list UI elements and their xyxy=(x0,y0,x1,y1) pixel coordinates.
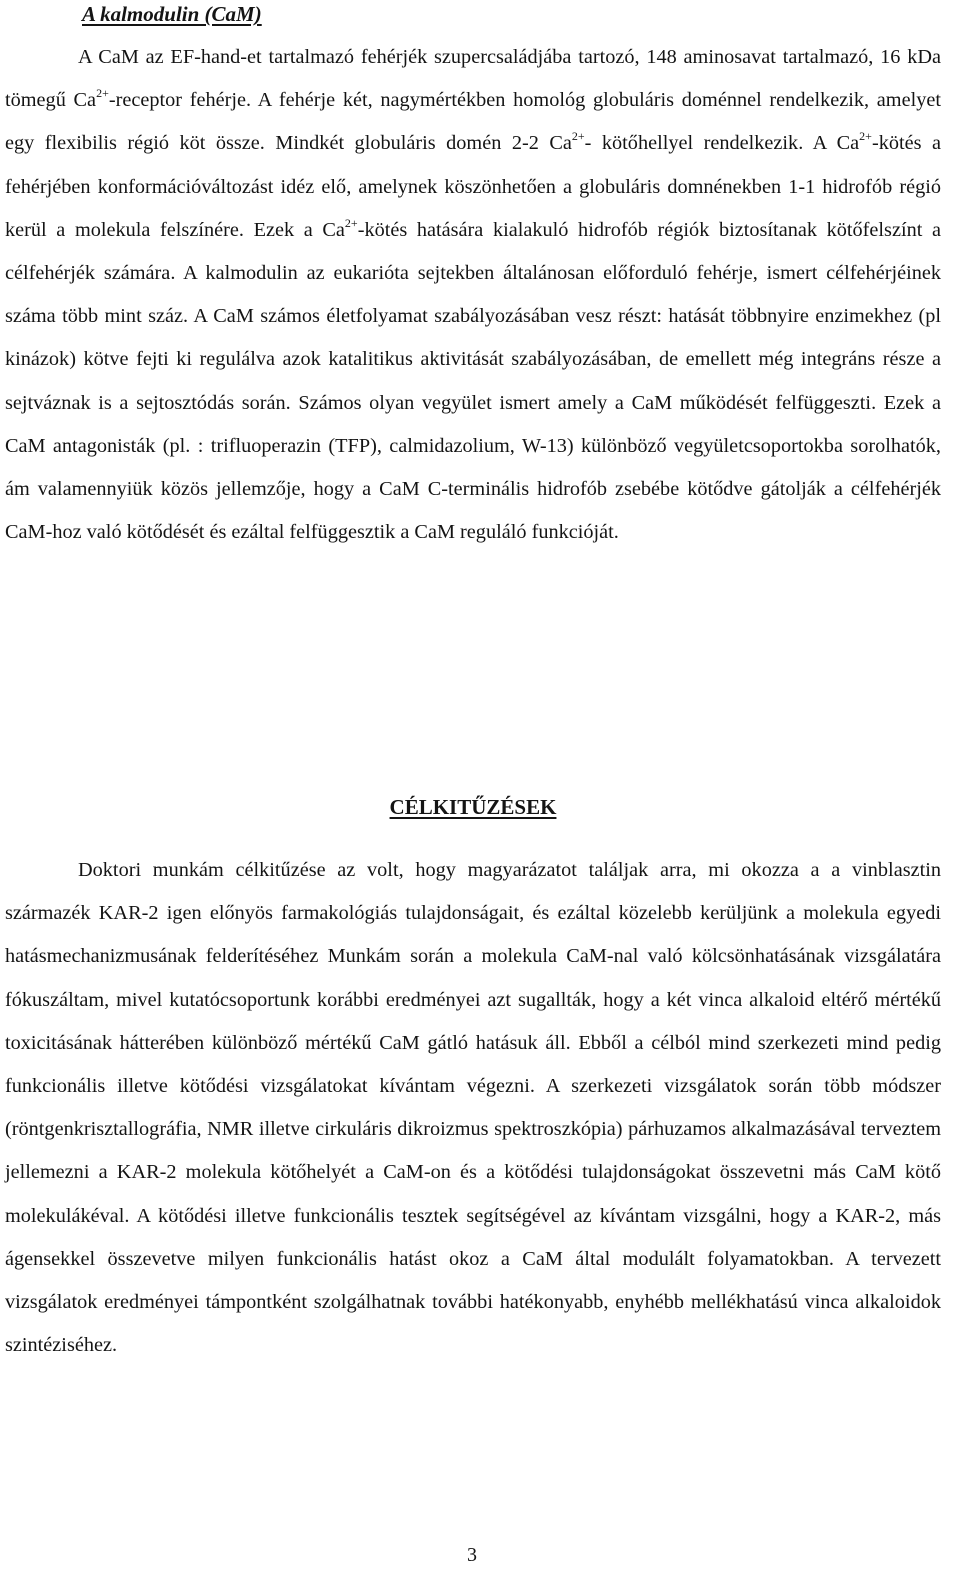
page-number: 3 xyxy=(467,1544,477,1566)
calmodulin-paragraph xyxy=(5,36,941,554)
superscript-charge: 2+ xyxy=(859,129,872,144)
paragraph-text: A CaM az EF-hand-et tartalmazó fehérjék szupercsaládjába tartozó, 148 aminosavat tartalmazó, 16 kDa tömegű Ca xyxy=(5,46,941,112)
section-heading-aims: CÉLKITŰZÉSEK xyxy=(389,795,557,819)
paragraph-text: - kötőhellyel rendelkezik. A Ca xyxy=(584,132,860,155)
superscript-charge: 2+ xyxy=(96,86,109,101)
paragraph-text: -receptor fehérje. A fehérje két, nagymértékben homológ globuláris doménnel rendelkezik, amelyet egy flexibilis régió köt össze. Mindkét globuláris domén 2-2 Ca xyxy=(5,89,941,155)
superscript-charge: 2+ xyxy=(571,129,585,144)
section-heading-calmodulin: A kalmodulin (CaM) xyxy=(82,2,262,26)
aims-paragraph: Doktori munkám célkitűzése az volt, hogy magyarázatot találjak arra, mi okozza a a vinblasztin származék KAR-2 igen előnyös farmakológiás tulajdonságait, és ezáltal közelebb kerüljünk a molekula egyedi hatásmechanizmusának felderítéséhez Munkám során a molekula CaM-nal való kölcsönhatásának vizsgálatára fókuszáltam, mivel kutatócsoportunk korábbi eredményei azt sugallták, hogy a két vinca alkaloid eltérő mértékű toxicitásának hátterében különböző mértékű CaM gátló hatásuk áll. Ebből a célból mind szerkezeti mind pedig funkcionális illetve kötődési vizsgálatokat kívántam végezni. A szerkezeti vizsgálatok során több módszer (röntgenkrisztallográfia, NMR illetve cirkuláris dikroizmus spektroszkópia) párhuzamos alkalmazásával terveztem jellemezni a KAR-2 molekula kötőhelyét a CaM-on és a kötődési tulajdonságokat összevetni más CaM kötő molekulákéval. A kötődési illetve funkcionális tesztek segítségével az kívántam vizsgálni, hogy a KAR-2, más ágensekkel összevetve milyen funkcionális hatást okoz a CaM által modulált folyamatokban. A tervezett vizsgálatok eredményei támpontként szolgálhatnak további hatékonyabb, enyhébb mellékhatású vinca alkaloidok szintéziséhez. xyxy=(5,859,941,1357)
paragraph-text: -kötés a fehérjében konformációváltozást idéz elő, amelynek köszönhetően a globuláris domnénekben 1-1 hidrofób régió kerül a molekula felszínére. Ezek a Ca xyxy=(5,132,941,241)
paragraph-text: -kötés hatására kialakuló hidrofób régiók biztosítanak kötőfelszínt a célfehérjék számára. A kalmodulin az eukarióta sejtekben általánosan előforduló fehérje, ismert célfehérjéinek száma több mint száz. A CaM számos életfolyamat szabályozásában vesz részt: hatását többnyire enzimekhez (pl kinázok) kötve fejti ki regulálva azok katalitikus aktivitását szabályozásában, de emellett még integráns része a sejtváznak is a sejtosztódás során. Számos olyan vegyület ismert amely a CaM működését felfüggeszti. Ezek a CaM antagonisták (pl. : trifluoperazin (TFP), calmidazolium, W-13) különböző vegyületcsoportokba sorolhatók, ám valamennyiük közös jellemzője, hogy a CaM C-terminális hidrofób zsebébe kötődve gátolják a célfehérjék CaM-hoz való kötődését és ezáltal felfüggesztik a CaM reguláló funkcióját. xyxy=(5,218,941,544)
superscript-charge: 2+ xyxy=(344,215,358,230)
